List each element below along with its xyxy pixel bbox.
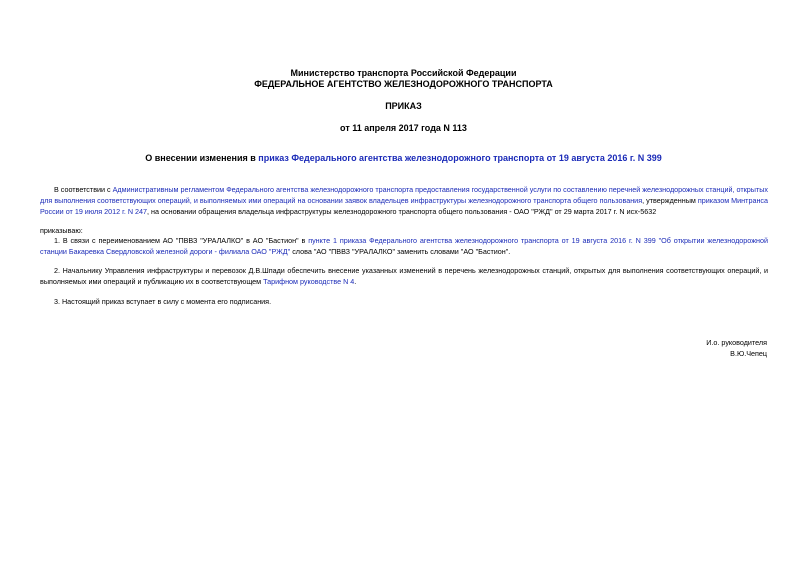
orders-label: приказываю:	[40, 226, 83, 235]
item2-text-1: 2. Начальнику Управления инфраструктуры и перевозок Д.В.Шпади обеспечить внесение указанных изменений в перечень железнодорожных станций, открытых для выполнения соответствующих операций, и выполняемых ими операций и публикацию их в соответствующем	[40, 266, 768, 286]
mintrans-order-link[interactable]: приказом Минтранса России от 19 июля 2012 г. N 247	[40, 196, 769, 216]
signature-name: В.Ю.Чепец	[730, 349, 767, 358]
preamble-text-3: , на основании обращения владельца инфраструктуры железнодорожного транспорта общего пользования - ОАО "РЖД" от 29 марта 2017 г. N исх-5632	[147, 207, 657, 216]
preamble-text-2: , утвержденным	[642, 196, 698, 205]
title-prefix: О внесении изменения в	[145, 153, 259, 163]
title-order-link[interactable]: приказ Федерального агентства железнодорожного транспорта от 19 августа 2016 г. N 399	[258, 153, 662, 163]
document-date-number: от 11 апреля 2017 года N 113	[340, 123, 467, 133]
order-item-1	[40, 235, 768, 257]
item1-text-2: слова "АО "ПВВЗ "УРАЛАЛКО" заменить словами "АО "Бастион".	[290, 247, 511, 256]
item1-text-1: 1. В связи с переименованием АО "ПВВЗ "УРАЛАЛКО" в АО "Бастион" в	[54, 236, 309, 245]
tariff-guide-link[interactable]: Тарифном руководстве N 4	[263, 277, 355, 286]
document-type: ПРИКАЗ	[385, 101, 422, 111]
regulation-link[interactable]: Административным регламентом Федерального агентства железнодорожного транспорта предоставления государственной услуги по составлению перечней железнодорожных станций, открытых для выполнения соответствующих операций, и выполняемых ими операций на основании заявок владельцев инфраструктуры железнодорожного транспорта общего пользования	[40, 185, 769, 205]
agency-name: ФЕДЕРАЛЬНОЕ АГЕНТСТВО ЖЕЛЕЗНОДОРОЖНОГО ТРАНСПОРТА	[254, 79, 553, 89]
ministry-name: Министерство транспорта Российской Федерации	[290, 68, 517, 78]
preamble-text-1: В соответствии с	[54, 185, 113, 194]
order-item-3: 3. Настоящий приказ вступает в силу с момента его подписания.	[54, 297, 272, 306]
item1-order-link[interactable]: пункте 1 приказа Федерального агентства железнодорожного транспорта от 19 августа 2016 г. N 399 "Об открытии железнодорожной станции Бакаревка Свердловской железной дороги - филиала ОАО "РЖД"	[40, 236, 768, 256]
document-title	[0, 153, 807, 164]
item2-text-2: .	[354, 277, 357, 286]
signature-position: И.о. руководителя	[706, 338, 767, 347]
preamble-paragraph	[40, 184, 768, 217]
order-item-2	[40, 265, 768, 287]
